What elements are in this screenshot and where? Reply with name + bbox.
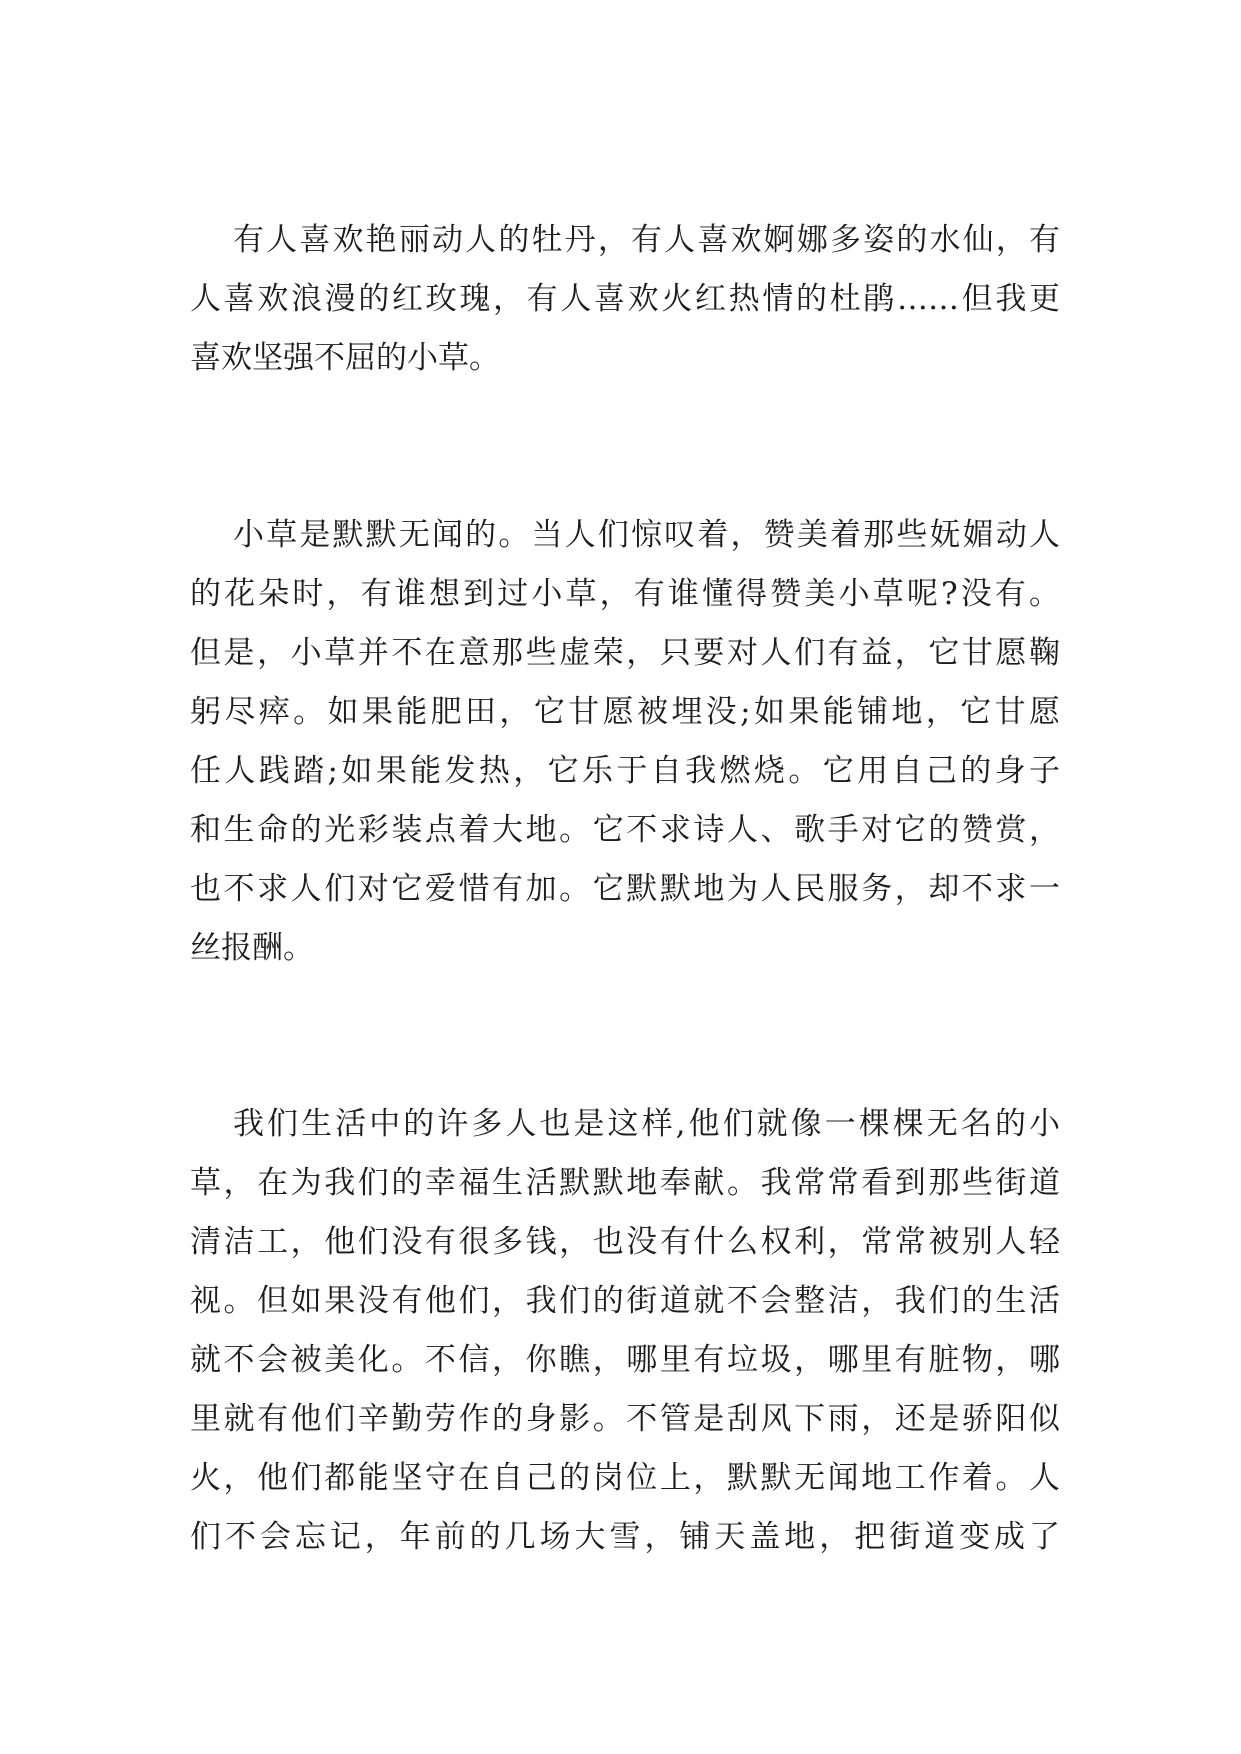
- paragraph-1-line-3: 喜欢坚强不屈的小草。: [190, 340, 500, 376]
- paragraph-2-line-3: 但是，小草并不在意那些虚荣，只要对人们有益，它甘愿鞠: [190, 635, 1060, 671]
- paragraph-2-line-4: 躬尽瘁。如果能肥田，它甘愿被埋没;如果能铺地，它甘愿: [190, 694, 1060, 730]
- paragraph-3-line-2: 草，在为我们的幸福生活默默地奉献。我常常看到那些街道: [190, 1165, 1060, 1201]
- paragraph-3-line-7: 火，他们都能坚守在自己的岗位上，默默无闻地工作着。人: [190, 1460, 1060, 1496]
- paragraph-3-line-1: 我们生活中的许多人也是这样,他们就像一棵棵无名的小: [233, 1106, 1060, 1142]
- paragraph-2-line-7: 也不求人们对它爱惜有加。它默默地为人民服务，却不求一: [190, 871, 1060, 907]
- paragraph-1-line-1: 有人喜欢艳丽动人的牡丹，有人喜欢婀娜多姿的水仙，有: [233, 222, 1060, 258]
- paragraph-2-line-2: 的花朵时，有谁想到过小草，有谁懂得赞美小草呢?没有。: [190, 576, 1060, 612]
- paragraph-1-line-2: 人喜欢浪漫的红玫瑰，有人喜欢火红热情的杜鹃……但我更: [190, 281, 1060, 317]
- paragraph-2-line-6: 和生命的光彩装点着大地。它不求诗人、歌手对它的赞赏，: [190, 812, 1060, 848]
- paragraph-3-line-6: 里就有他们辛勤劳作的身影。不管是刮风下雨，还是骄阳似: [190, 1401, 1060, 1437]
- paragraph-2-line-5: 任人践踏;如果能发热，它乐于自我燃烧。它用自己的身子: [190, 753, 1060, 789]
- paragraph-3-line-4: 视。但如果没有他们，我们的街道就不会整洁，我们的生活: [190, 1283, 1060, 1319]
- paragraph-2-line-8: 丝报酬。: [190, 930, 314, 966]
- paragraph-3-line-3: 清洁工，他们没有很多钱，也没有什么权利，常常被别人轻: [190, 1224, 1060, 1260]
- paragraph-3-line-5: 就不会被美化。不信，你瞧，哪里有垃圾，哪里有脏物，哪: [190, 1342, 1060, 1378]
- paragraph-3-line-8: 们不会忘记，年前的几场大雪，铺天盖地，把街道变成了: [190, 1519, 1060, 1555]
- paragraph-2-line-1: 小草是默默无闻的。当人们惊叹着，赞美着那些妩媚动人: [233, 517, 1060, 553]
